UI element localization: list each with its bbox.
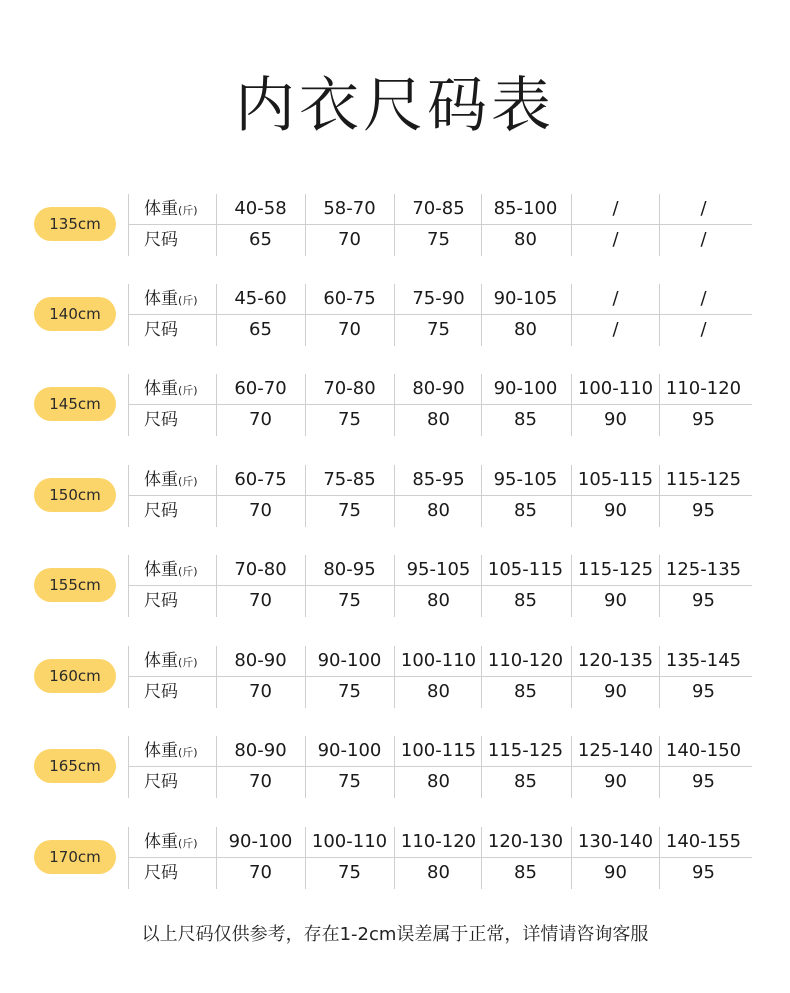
size-cell: /	[700, 229, 707, 250]
size-row-label: 尺码	[144, 501, 178, 521]
weight-unit: (斤)	[178, 837, 198, 850]
weight-unit: (斤)	[178, 294, 198, 307]
weight-cell: 100-115	[400, 740, 477, 761]
weight-cell: 115-125	[665, 469, 742, 490]
size-cell: 80	[427, 771, 450, 792]
weight-cell: 45-60	[234, 288, 287, 309]
weight-row-label	[144, 646, 198, 676]
size-cell: 95	[692, 771, 715, 792]
size-cell: 85	[514, 862, 537, 883]
size-cell: 90	[604, 409, 627, 430]
column-divider	[128, 646, 129, 708]
weight-unit: (斤)	[178, 565, 198, 578]
weight-cell: 100-110	[400, 650, 477, 671]
size-cell: 90	[604, 500, 627, 521]
page-title: 内衣尺码表	[235, 71, 555, 141]
height-badge: 165cm	[34, 749, 116, 783]
size-cell: 80	[427, 590, 450, 611]
column-divider	[128, 465, 129, 527]
size-table	[128, 194, 752, 256]
size-cell: 75	[427, 229, 450, 250]
size-cell: 75	[338, 590, 361, 611]
size-cell: 75	[338, 500, 361, 521]
column-divider	[128, 736, 129, 798]
size-block	[0, 646, 790, 708]
weight-cell: 90-105	[493, 288, 558, 309]
weight-label-text: 体重	[144, 470, 178, 490]
size-row-label: 尺码	[144, 772, 178, 792]
size-cell: 85	[514, 590, 537, 611]
size-cell: 85	[514, 681, 537, 702]
weight-label-text: 体重	[144, 741, 178, 761]
size-cell: 95	[692, 500, 715, 521]
weight-cell: 85-100	[493, 198, 558, 219]
weight-cell: 70-80	[234, 559, 287, 580]
size-cell: 80	[427, 500, 450, 521]
weight-cell: 135-145	[665, 650, 742, 671]
weight-cell: 115-125	[577, 559, 654, 580]
weight-cell: 125-135	[665, 559, 742, 580]
size-cell: 65	[249, 319, 272, 340]
weight-cell: 110-120	[400, 831, 477, 852]
size-cell: 70	[338, 319, 361, 340]
size-cell: 80	[514, 229, 537, 250]
size-cell: 70	[249, 590, 272, 611]
size-cell: 90	[604, 771, 627, 792]
weight-cell: 120-130	[487, 831, 564, 852]
size-table	[128, 736, 752, 798]
size-row-label: 尺码	[144, 863, 178, 883]
size-block	[0, 374, 790, 436]
weight-unit: (斤)	[178, 656, 198, 669]
height-badge: 145cm	[34, 387, 116, 421]
weight-cell: 80-90	[234, 650, 287, 671]
size-cell: 70	[249, 771, 272, 792]
size-block	[0, 194, 790, 256]
size-cell: 90	[604, 862, 627, 883]
weight-unit: (斤)	[178, 475, 198, 488]
weight-cell: 40-58	[234, 198, 287, 219]
size-table	[128, 465, 752, 527]
weight-cell: 115-125	[487, 740, 564, 761]
weight-cell: 58-70	[323, 198, 376, 219]
height-badge: 160cm	[34, 659, 116, 693]
size-cell: 80	[427, 409, 450, 430]
size-cell: 95	[692, 862, 715, 883]
weight-cell: 130-140	[577, 831, 654, 852]
weight-cell: 100-110	[577, 378, 654, 399]
weight-cell: 80-90	[234, 740, 287, 761]
weight-label-text: 体重	[144, 651, 178, 671]
size-cell: 80	[514, 319, 537, 340]
size-row-label: 尺码	[144, 682, 178, 702]
height-badge: 135cm	[34, 207, 116, 241]
footer-note: 以上尺码仅供参考，存在1-2cm误差属于正常，详情请咨询客服	[141, 924, 649, 945]
size-cell: 85	[514, 500, 537, 521]
size-cell: 70	[249, 409, 272, 430]
column-divider	[128, 827, 129, 889]
size-cell: 85	[514, 771, 537, 792]
weight-cell: 75-90	[412, 288, 465, 309]
weight-row-label	[144, 827, 198, 857]
weight-cell: 125-140	[577, 740, 654, 761]
weight-cell: 85-95	[412, 469, 465, 490]
size-cell: 70	[338, 229, 361, 250]
weight-cell: 60-75	[234, 469, 287, 490]
weight-cell: 80-95	[323, 559, 376, 580]
size-row-label: 尺码	[144, 591, 178, 611]
height-badge: 140cm	[34, 297, 116, 331]
size-table	[128, 827, 752, 889]
weight-cell: /	[612, 288, 619, 309]
weight-label-text: 体重	[144, 832, 178, 852]
size-cell: 70	[249, 681, 272, 702]
column-divider	[128, 374, 129, 436]
weight-row-label	[144, 465, 198, 495]
column-divider	[128, 194, 129, 256]
size-cell: 95	[692, 409, 715, 430]
size-block	[0, 827, 790, 889]
size-row-label: 尺码	[144, 410, 178, 430]
size-cell: 70	[249, 862, 272, 883]
weight-cell: 75-85	[323, 469, 376, 490]
weight-cell: 60-70	[234, 378, 287, 399]
weight-label-text: 体重	[144, 560, 178, 580]
size-cell: 75	[338, 681, 361, 702]
weight-label-text: 体重	[144, 199, 178, 219]
size-cell: 75	[427, 319, 450, 340]
size-table	[128, 555, 752, 617]
weight-cell: /	[700, 198, 707, 219]
column-divider	[128, 284, 129, 346]
weight-unit: (斤)	[178, 204, 198, 217]
size-table	[128, 284, 752, 346]
size-cell: 70	[249, 500, 272, 521]
weight-cell: 95-105	[493, 469, 558, 490]
size-cell: 75	[338, 862, 361, 883]
weight-unit: (斤)	[178, 746, 198, 759]
weight-row-label	[144, 374, 198, 404]
size-cell: /	[700, 319, 707, 340]
size-cell: /	[612, 319, 619, 340]
weight-row-label	[144, 555, 198, 585]
size-block	[0, 736, 790, 798]
size-cell: 90	[604, 681, 627, 702]
weight-cell: 90-100	[493, 378, 558, 399]
weight-cell: 120-135	[577, 650, 654, 671]
size-table	[128, 646, 752, 708]
size-block	[0, 465, 790, 527]
weight-cell: 60-75	[323, 288, 376, 309]
weight-label-text: 体重	[144, 289, 178, 309]
size-cell: 65	[249, 229, 272, 250]
size-cell: 75	[338, 771, 361, 792]
weight-cell: 105-115	[487, 559, 564, 580]
size-block	[0, 555, 790, 617]
weight-cell: /	[612, 198, 619, 219]
weight-cell: 80-90	[412, 378, 465, 399]
weight-cell: /	[700, 288, 707, 309]
size-row-label: 尺码	[144, 230, 178, 250]
size-cell: 80	[427, 681, 450, 702]
weight-cell: 70-80	[323, 378, 376, 399]
weight-cell: 90-100	[228, 831, 293, 852]
weight-cell: 110-120	[665, 378, 742, 399]
weight-row-label	[144, 284, 198, 314]
weight-cell: 95-105	[406, 559, 471, 580]
weight-unit: (斤)	[178, 384, 198, 397]
weight-cell: 105-115	[577, 469, 654, 490]
size-cell: 80	[427, 862, 450, 883]
height-badge: 155cm	[34, 568, 116, 602]
size-block	[0, 284, 790, 346]
weight-row-label	[144, 194, 198, 224]
weight-cell: 140-155	[665, 831, 742, 852]
weight-cell: 90-100	[317, 650, 382, 671]
weight-cell: 140-150	[665, 740, 742, 761]
size-cell: 90	[604, 590, 627, 611]
size-table	[128, 374, 752, 436]
weight-cell: 100-110	[311, 831, 388, 852]
size-row-label: 尺码	[144, 320, 178, 340]
size-cell: 75	[338, 409, 361, 430]
weight-label-text: 体重	[144, 379, 178, 399]
weight-row-label	[144, 736, 198, 766]
weight-cell: 90-100	[317, 740, 382, 761]
size-cell: /	[612, 229, 619, 250]
weight-cell: 70-85	[412, 198, 465, 219]
height-badge: 170cm	[34, 840, 116, 874]
column-divider	[128, 555, 129, 617]
height-badge: 150cm	[34, 478, 116, 512]
size-cell: 85	[514, 409, 537, 430]
weight-cell: 110-120	[487, 650, 564, 671]
size-cell: 95	[692, 681, 715, 702]
size-cell: 95	[692, 590, 715, 611]
